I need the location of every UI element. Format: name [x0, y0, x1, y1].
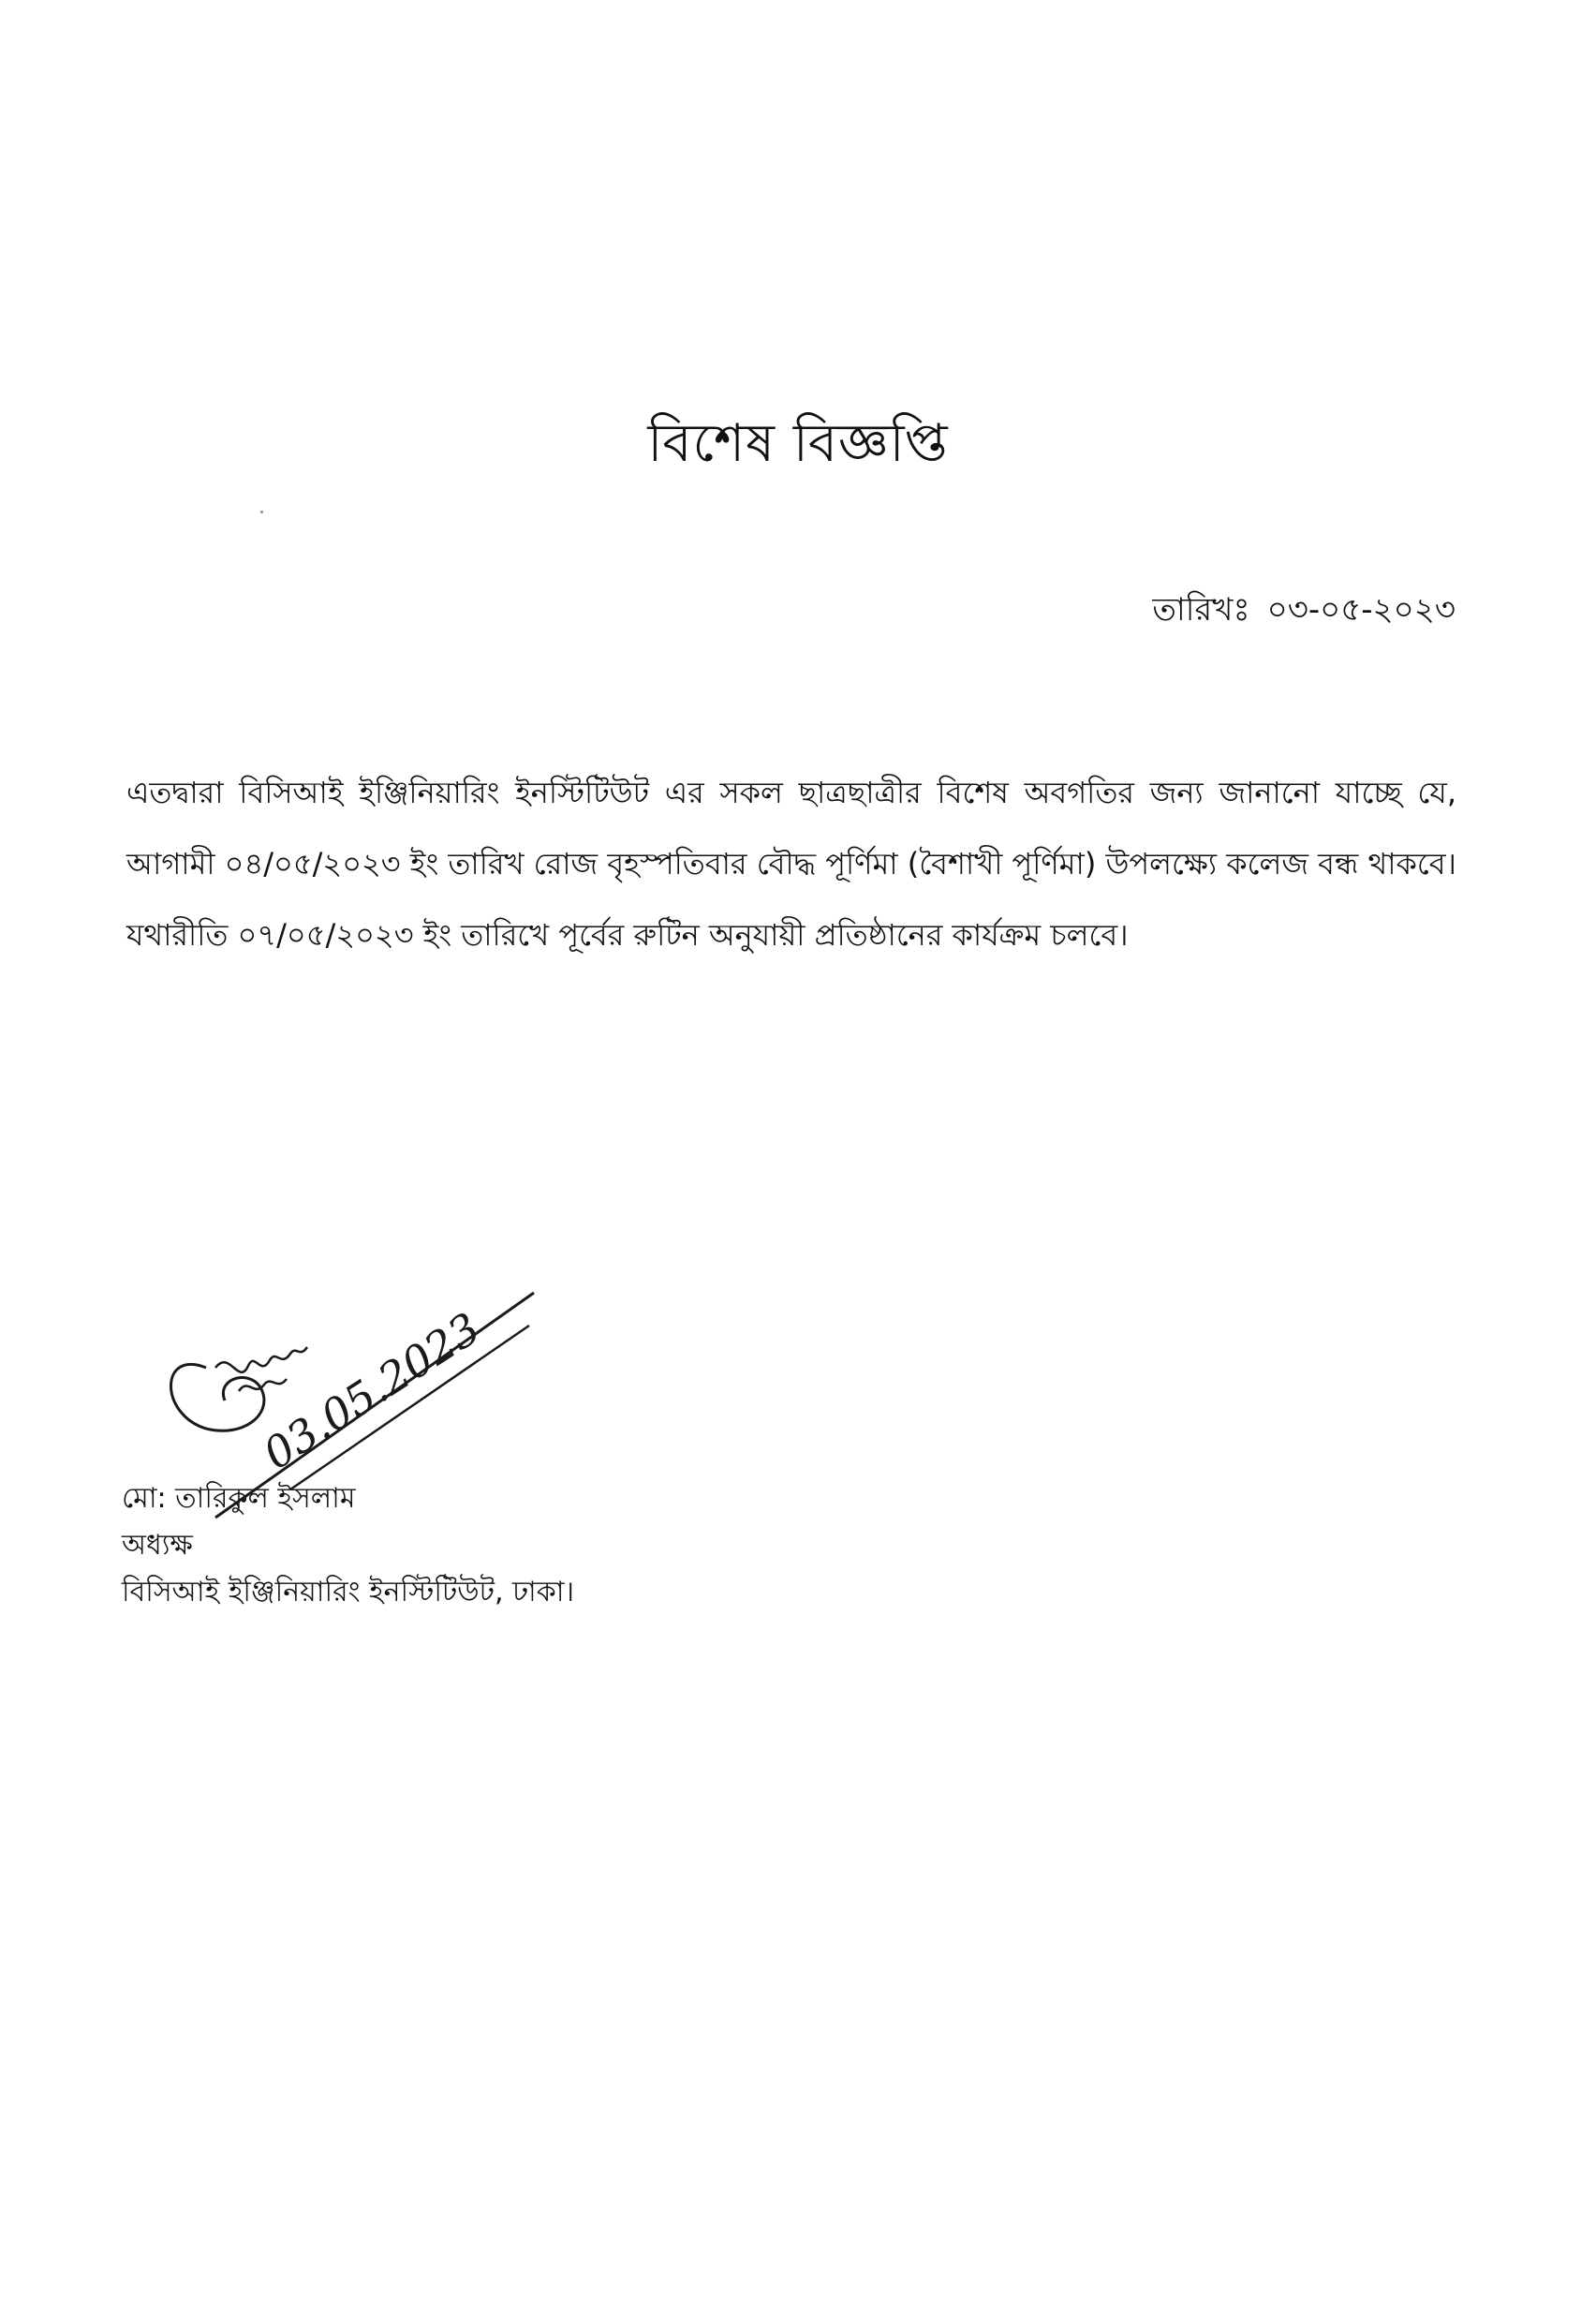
date-label: তারিখঃ: [1152, 591, 1250, 629]
signatory-designation: অধ্যক্ষ: [122, 1529, 193, 1562]
signatory-name: মো: তারিকুল ইসলাম: [122, 1482, 356, 1515]
notice-title: বিশেষ বিজ্ঞপ্তি: [647, 413, 949, 474]
signature-block: [122, 1475, 574, 1616]
date-value: ০৩-০৫-২০২৩: [1266, 591, 1456, 629]
notice-body: এতদ্বারা বিসিআই ইঞ্জিনিয়ারিং ইনস্টিটিউট এর সকল ছাত্রছাত্রীর বিশেষ অবগতির জন্য জানানো যাচ্ছে যে, আগামী ০৪/০৫/২০২৩ ইং তারিখ রোজ বৃহস্পতিবার বৌদ্ধ পূর্ণিমা (বৈশাখী পূর্ণিমা) উপলক্ষ্যে কলেজ বন্ধ থাকবে। যথারীতি ০৭/০৫/২০২৩ ইং তারিখে পূর্বের রুটিন অনুযায়ী প্রতিষ্ঠানের কার্যক্রম চলবে।: [126, 775, 1456, 953]
handwritten-date: 03.05.2023: [254, 1302, 489, 1480]
signatory-institution: বিসিআই ইঞ্জিনিয়ারিং ইনস্টিটিউট, ঢাকা।: [122, 1576, 575, 1608]
notice-date: [1152, 585, 1456, 639]
stray-dot: [260, 511, 263, 513]
